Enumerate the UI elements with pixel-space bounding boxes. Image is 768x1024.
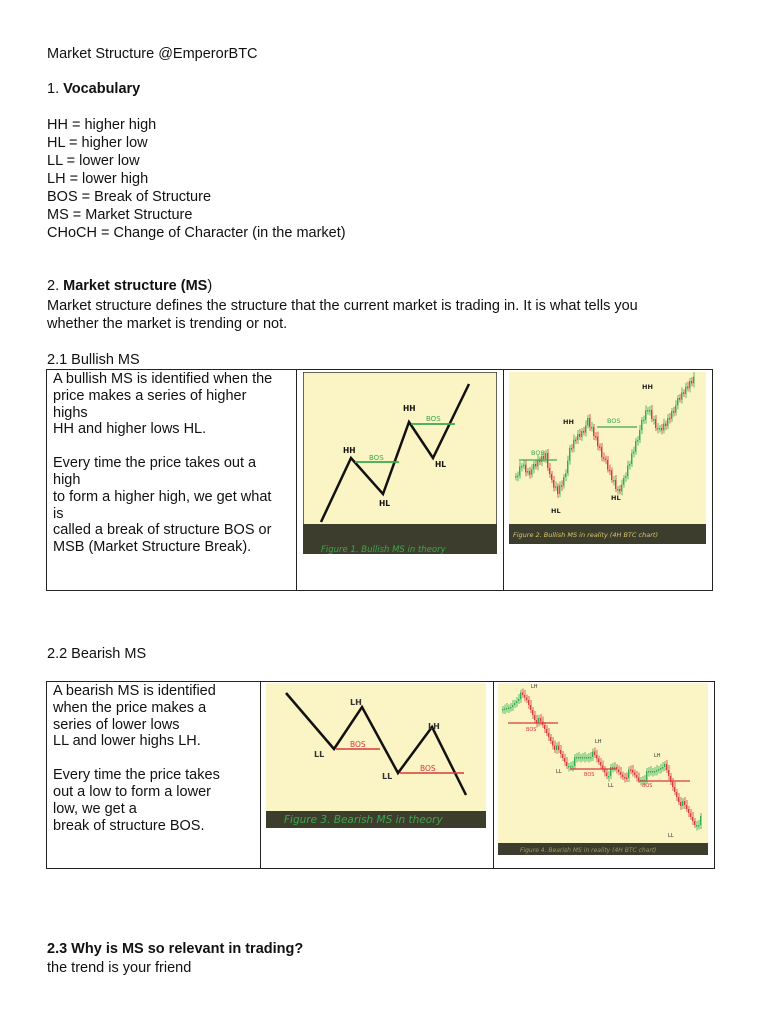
document-title: Market Structure @EmperorBTC [47,46,258,62]
candle-body [567,461,568,474]
candle-body [691,381,692,383]
candle-body [549,468,550,474]
candle-body [557,486,558,494]
label-bos: BOS [531,449,545,457]
candle-body [687,387,688,389]
candle-body [636,775,637,778]
candle-body [510,707,511,709]
candle-body [600,762,601,766]
candle-body [619,489,620,491]
candle-body [616,767,617,770]
subsection-title-bullish: 2.1 Bullish MS [47,352,140,368]
candle-body [643,420,644,422]
candle-body [516,701,517,703]
candle-body [565,473,566,477]
candle-body [668,770,669,776]
candle-body [679,398,680,400]
label-bos: BOS [369,454,384,462]
candle-body [698,825,699,827]
candle-body [582,757,583,759]
candle-body [544,725,545,729]
label-lh: LH [531,684,538,690]
candle-body [692,817,693,821]
candle-body [555,486,556,488]
label-ll: LL [556,769,562,775]
candle-body [569,448,570,461]
label-lh: LH [350,698,362,707]
figure-1-bullish-theory [303,372,497,554]
label-hl: HL [379,499,391,508]
candle-body [546,729,547,733]
candle-body [552,741,553,746]
candle-body [584,757,585,759]
label-ll: LL [314,750,325,759]
candle-body [635,441,636,452]
vocab-item: HH = higher high [47,117,157,133]
candle-body [566,762,567,766]
section-number: 2. [47,278,64,294]
label-hl: HL [551,507,561,515]
candle-body [686,805,687,809]
figure-2-caption: Figure 2. Bullish MS in reality (4H BTC chart) [513,531,658,539]
candle-body [618,770,619,773]
vocab-item: BOS = Break of Structure [47,189,212,205]
candle-body [514,703,515,705]
candle-body [548,733,549,737]
candle-body [615,480,616,489]
candle-body [650,771,651,773]
bearish-description-cell [47,682,261,869]
candle-body [684,801,685,805]
figure-3-bearish-theory [266,683,486,828]
text-line: MSB (Market Structure Break). [53,539,252,556]
section-number: 1. [47,81,64,97]
relevance-text: the trend is your friend [47,960,192,976]
candle-body [573,440,574,449]
candle-body [624,777,625,779]
text-line: high [53,471,81,488]
candle-body [659,428,660,430]
candle-body [656,770,657,772]
section-heading-market-structure [47,277,212,295]
text-line: to form a higher high, we get what [53,488,272,505]
subsection-title-bearish: 2.2 Bearish MS [47,646,147,662]
candle-body [694,821,695,825]
candle-body [688,809,689,813]
candle-body [626,778,627,780]
label-bos: BOS [426,415,441,423]
candle-body [631,453,632,464]
candle-body [594,752,595,756]
candle-body [606,773,607,777]
candle-body [608,776,609,778]
label-hl: HL [435,460,447,469]
candle-body [535,464,536,466]
text-line: when the price makes a [53,699,207,716]
candle-body [678,797,679,802]
candle-body [578,757,579,759]
candle-body [595,436,596,438]
label-bos: BOS [584,772,595,778]
candle-body [614,767,615,769]
candle-body [666,764,667,770]
candle-body [689,381,690,388]
candle-body [634,773,635,776]
candle-body [580,757,581,759]
candle-body [628,770,629,779]
label-hh: HH [642,383,653,391]
candle-body [630,770,631,772]
candle-body [517,476,518,478]
text-line: A bearish MS is identified [53,683,216,699]
figure-4-caption: Figure 4. Bearish MS in reality (4H BTC chart) [520,847,657,854]
candle-body [559,485,560,494]
candle-body [700,816,701,825]
candle-body [664,764,665,767]
candle-body [525,465,526,473]
candle-body [530,705,531,710]
text-line: out a low to form a lower [53,783,211,800]
candle-body [598,759,599,763]
candle-body [502,709,503,711]
label-hh: HH [403,404,416,413]
candle-body [532,710,533,715]
candle-body [655,419,656,428]
candle-body [621,485,622,492]
candle-body [528,700,529,705]
text-line: A bullish MS is identified when the [53,371,273,387]
candle-body [585,425,586,432]
figure-2-bullish-reality [509,372,706,544]
vocab-item: LH = lower high [47,171,149,187]
section-title: Market structure (MS [63,278,208,294]
candle-body [639,430,640,440]
candle-body [583,431,584,433]
text-line: HH and higher lows HL. [53,421,207,438]
candle-body [603,457,604,459]
candle-body [597,437,598,447]
candle-body [617,489,618,491]
candle-body [683,392,684,394]
candle-body [586,757,587,759]
candle-body [526,698,527,701]
candle-body [658,769,659,771]
section-heading-vocabulary [47,80,140,98]
label-bos: BOS [642,783,653,789]
candle-body [633,452,634,454]
figure-3-caption: Figure 3. Bearish MS in theory [284,814,443,826]
figure-1-caption: Figure 1. Bullish MS in theory [321,545,446,554]
label-ll: LL [382,772,393,781]
candle-body [696,825,697,827]
label-hh: HH [343,446,356,455]
candle-body [572,766,573,768]
candle-body [672,782,673,787]
candle-body [589,418,590,427]
candle-body [529,471,530,475]
candle-body [601,447,602,457]
candle-body [570,766,571,768]
candle-body [645,410,646,419]
candle-body [613,480,614,482]
candle-body [682,801,683,806]
candle-body [551,474,552,480]
candle-body [637,440,638,442]
label-bos: BOS [526,727,537,733]
candle-body [577,434,578,440]
candle-body [574,757,575,766]
label-ll: LL [608,783,614,789]
candle-body [554,746,555,751]
candle-body [561,485,562,487]
candle-body [623,478,624,485]
candle-body [676,792,677,797]
candle-body [599,446,600,448]
candle-body [641,420,642,430]
candle-body [653,419,654,421]
candle-body [576,757,577,759]
candle-body [591,427,592,429]
candle-body [663,424,664,431]
candle-body [579,434,580,437]
text-line: Every time the price takes out a [53,455,257,472]
candle-body [620,772,621,775]
section-title: Vocabulary [63,81,141,97]
candle-body [667,418,668,426]
candle-body [648,771,649,773]
candle-body [556,746,557,751]
label-lh: LH [654,753,661,759]
section-title-close: ) [207,278,213,294]
candle-body [661,428,662,430]
bullish-description-cell [47,370,297,591]
vocab-item: HL = higher low [47,135,148,151]
candle-body [508,708,509,710]
candle-body [553,480,554,488]
candle-body [518,699,519,701]
section-description: Market structure defines the structure that the current market is trading in. It is what tells you [47,298,638,314]
candle-body [560,750,561,754]
candle-body [581,431,582,437]
candle-body [629,464,630,466]
text-line: is [53,505,64,522]
candle-body [520,693,521,700]
candle-body [562,754,563,758]
candle-body [588,757,589,759]
label-bos: BOS [350,740,366,749]
candle-body [596,755,597,759]
candle-body [673,411,674,413]
candle-body [693,377,694,384]
candle-body [575,440,576,442]
candle-body [627,466,628,477]
candle-body [669,418,670,420]
candle-body [685,387,686,394]
candle-body [515,476,516,478]
candle-body [610,767,611,776]
candle-body [533,464,534,469]
candle-body [690,813,691,817]
figure-4-bearish-reality [498,683,708,855]
candle-body [665,424,666,426]
candle-body [590,757,591,759]
candle-body [605,459,606,461]
candle-body [671,411,672,419]
candle-body [527,471,528,473]
subsection-title-relevance: 2.3 Why is MS so relevant in trading? [47,941,304,957]
text-line: LL and lower highs LH. [53,733,201,750]
candle-body [680,802,681,806]
label-hl: HL [611,494,621,502]
candle-body [609,470,610,472]
candle-body [568,766,569,768]
candle-body [651,410,652,419]
candle-body [593,427,594,436]
candle-body [654,771,655,773]
candle-body [522,693,523,696]
candle-body [611,470,612,480]
candle-body [523,465,524,467]
candle-body [571,448,572,450]
text-line: highs [53,404,88,421]
text-line: low, we get a [53,800,137,817]
candle-body [681,392,682,399]
vocab-item: MS = Market Structure [47,207,193,223]
text-line: Every time the price takes [53,767,220,784]
candle-body [504,709,505,711]
candle-body [506,708,507,710]
candle-body [646,771,647,780]
candle-body [607,460,608,470]
text-line: called a break of structure BOS or [53,522,272,539]
text-line: break of structure BOS. [53,817,205,834]
candle-body [612,767,613,769]
candle-body [647,410,648,412]
label-bos: BOS [607,417,621,425]
candle-body [674,787,675,792]
vocab-item: LL = lower low [47,153,140,169]
candle-body [657,428,658,430]
label-lh: LH [595,739,602,745]
text-line: series of lower lows [53,716,180,733]
candle-body [512,705,513,707]
candle-body [677,398,678,405]
candle-body [563,477,564,486]
section-description: whether the market is trending or not. [47,316,288,332]
candle-body [662,767,663,769]
label-hh: HH [563,418,574,426]
text-line: price makes a series of higher [53,387,247,404]
candle-body [652,771,653,773]
candle-body [519,466,520,475]
candle-body [524,695,525,698]
candle-body [638,778,639,781]
candle-body [521,466,522,468]
candle-body [537,460,538,467]
vocab-item: CHoCH = Change of Character (in the market) [47,225,346,241]
label-ll: LL [668,833,674,839]
label-lh: LH [428,722,440,731]
candle-body [675,405,676,412]
candle-body [632,770,633,773]
candle-body [625,476,626,478]
candle-body [660,768,661,770]
label-bos: BOS [420,764,436,773]
candle-body [531,469,532,474]
candle-body [587,418,588,425]
candle-body [545,453,546,459]
candle-body [540,718,541,722]
candle-body [550,737,551,741]
candle-body [592,752,593,758]
candle-body [622,775,623,778]
candle-body [558,746,559,751]
candle-body [534,715,535,720]
candle-body [564,758,565,762]
candle-body [649,410,650,412]
